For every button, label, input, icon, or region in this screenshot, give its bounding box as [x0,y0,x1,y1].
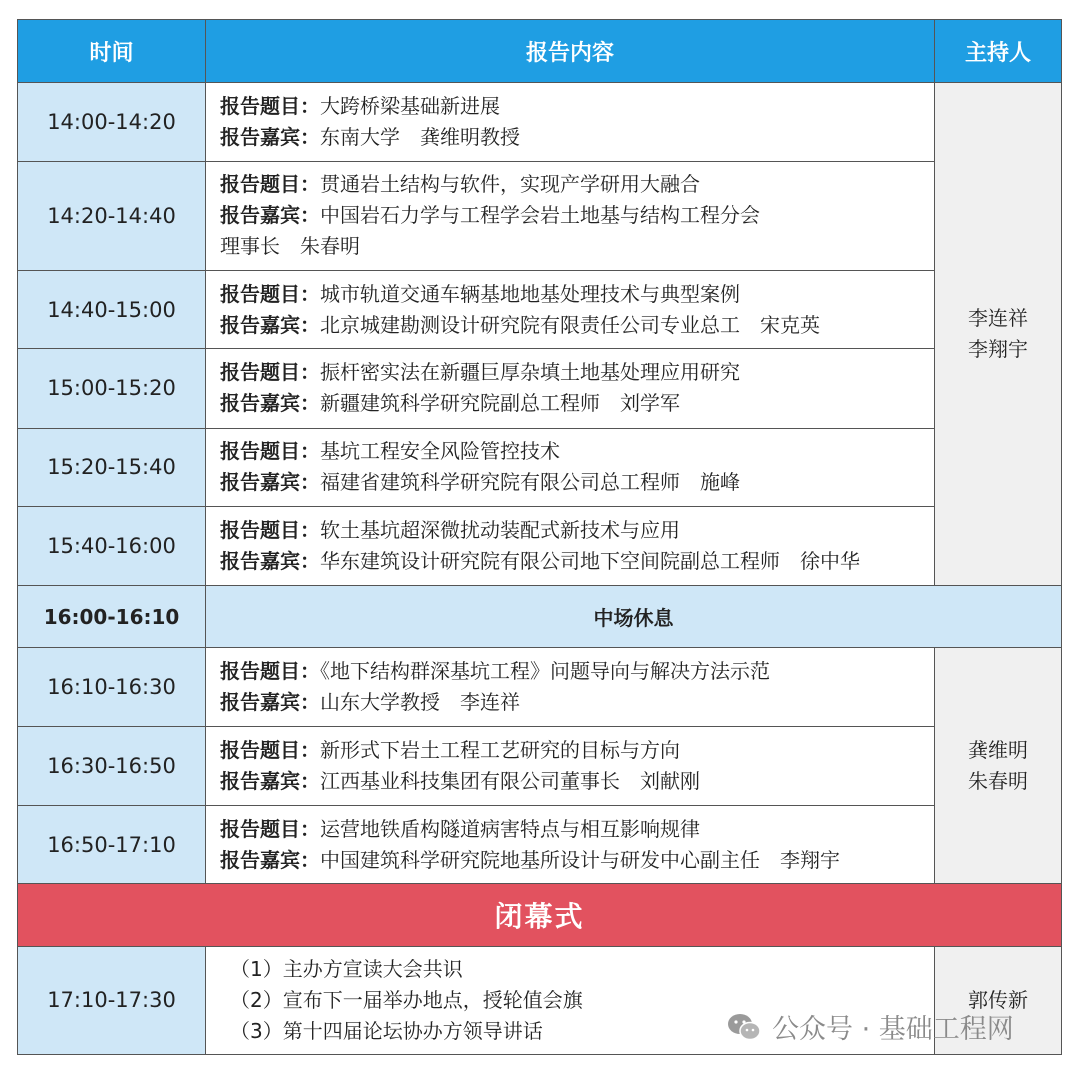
session-guest-continued: 理事长 朱春明 [220,234,360,259]
session-guest: 江西基业科技集团有限公司董事长 刘献刚 [320,768,700,793]
session-time: 16:30-16:50 [18,726,206,805]
table-row [18,648,1062,726]
closing-item: （1）主办方宣读大会共识 [230,956,463,981]
closing-time: 17:10-17:30 [18,946,206,1055]
break-time: 16:00-16:10 [18,586,206,648]
session-content [206,805,935,883]
session-content [206,83,935,161]
topic-label: 报告题目： [220,360,320,385]
session-time: 15:40-16:00 [18,506,206,585]
session-guest: 中国建筑科学研究院地基所设计与研发中心副主任 李翔宇 [320,847,840,872]
session-topic: 大跨桥梁基础新进展 [320,93,500,118]
session-guest: 华东建筑设计研究院有限公司地下空间院副总工程师 徐中华 [320,548,860,573]
session-time: 16:50-17:10 [18,805,206,883]
guest-label: 报告嘉宾： [220,391,320,416]
session-topic: 《地下结构群深基坑工程》问题导向与解决方法示范 [320,659,770,684]
topic-label: 报告题目： [220,659,320,684]
session-guest: 山东大学教授 李连祥 [320,690,520,715]
session-content [206,726,935,805]
guest-label: 报告嘉宾： [220,470,320,495]
host-name: 李连祥 [968,306,1028,331]
guest-label: 报告嘉宾： [220,312,320,337]
guest-label: 报告嘉宾： [220,203,320,228]
host-name: 李翔宇 [968,337,1028,362]
closing-host: 郭传新 [935,946,1062,1055]
session-topic: 贯通岩土结构与软件，实现产学研用大融合 [320,172,700,197]
watermark-text: 公众号 · 基础工程网 [772,1014,1014,1045]
table-header [18,20,1062,83]
table-row [18,270,1062,348]
host-name: 朱春明 [968,768,1028,793]
session-topic: 振杆密实法在新疆巨厚杂填土地基处理应用研究 [320,360,740,385]
header-time: 时间 [18,20,206,83]
host-group-2 [935,648,1062,884]
session-topic: 基坑工程安全风险管控技术 [320,439,560,464]
table-row [18,805,1062,883]
guest-label: 报告嘉宾： [220,124,320,149]
session-time: 15:20-15:40 [18,428,206,506]
session-time: 16:10-16:30 [18,648,206,726]
break-label: 中场休息 [206,586,1062,648]
session-content [206,506,935,585]
session-time: 15:00-15:20 [18,349,206,428]
topic-label: 报告题目： [220,439,320,464]
table-row [18,506,1062,585]
closing-item: （2）宣布下一届举办地点，授轮值会旗 [230,987,583,1012]
topic-label: 报告题目： [220,172,320,197]
session-guest: 北京城建勘测设计研究院有限责任公司专业总工 宋克英 [320,312,820,337]
session-content [206,270,935,348]
session-guest: 东南大学 龚维明教授 [320,124,520,149]
session-content [206,428,935,506]
watermark [726,1007,1014,1046]
host-group-1 [935,83,1062,586]
session-time: 14:20-14:40 [18,161,206,270]
break-row [18,586,1062,648]
topic-label: 报告题目： [220,281,320,306]
session-guest: 福建省建筑科学研究院有限公司总工程师 施峰 [320,470,740,495]
closing-ceremony-row [18,884,1062,946]
session-topic: 城市轨道交通车辆基地地基处理技术与典型案例 [320,281,740,306]
topic-label: 报告题目： [220,816,320,841]
session-guest: 中国岩石力学与工程学会岩土地基与结构工程分会 [320,203,760,228]
session-time: 14:00-14:20 [18,83,206,161]
guest-label: 报告嘉宾： [220,548,320,573]
session-content [206,648,935,726]
topic-label: 报告题目： [220,737,320,762]
closing-item: （3）第十四届论坛协办方领导讲话 [230,1018,543,1043]
topic-label: 报告题目： [220,93,320,118]
header-content: 报告内容 [206,20,935,83]
table-row [18,349,1062,428]
session-topic: 新形式下岩土工程工艺研究的目标与方向 [320,737,680,762]
session-topic: 软土基坑超深微扰动装配式新技术与应用 [320,517,680,542]
session-topic: 运营地铁盾构隧道病害特点与相互影响规律 [320,816,700,841]
session-time: 14:40-15:00 [18,270,206,348]
guest-label: 报告嘉宾： [220,690,320,715]
wechat-icon [726,1012,762,1042]
table-row [18,726,1062,805]
guest-label: 报告嘉宾： [220,847,320,872]
guest-label: 报告嘉宾： [220,768,320,793]
session-content [206,161,935,270]
topic-label: 报告题目： [220,517,320,542]
closing-ceremony-title: 闭幕式 [18,884,1062,946]
header-host: 主持人 [935,20,1062,83]
host-name: 龚维明 [968,737,1028,762]
table-row [18,83,1062,161]
schedule-table [17,19,1062,1055]
session-content [206,349,935,428]
table-row [18,161,1062,270]
table-row [18,428,1062,506]
session-guest: 新疆建筑科学研究院副总工程师 刘学军 [320,391,680,416]
